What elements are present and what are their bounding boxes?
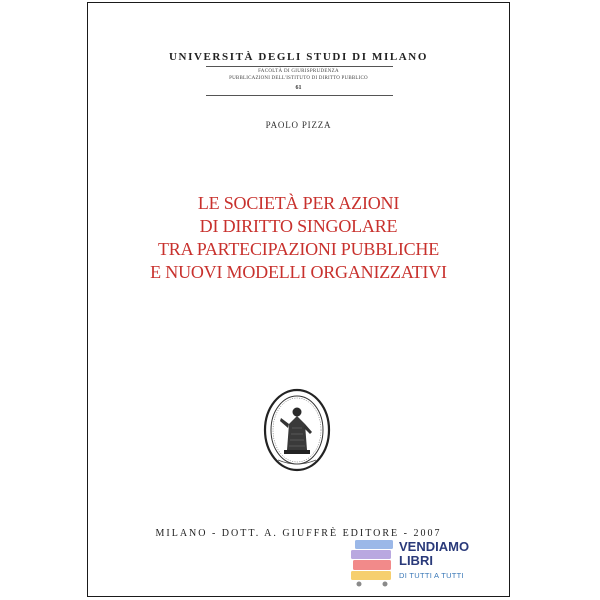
university-name: UNIVERSITÀ DEGLI STUDI DI MILANO: [168, 51, 429, 63]
title-line-1: LE SOCIETÀ PER AZIONI: [197, 193, 400, 213]
volume-number: 61: [295, 85, 302, 91]
series-name: PUBBLICAZIONI DELL'ISTITUTO DI DIRITTO PUBBLICO: [229, 76, 368, 81]
faculty-name: FACOLTÀ DI GIURISPRUDENZA: [258, 69, 339, 74]
title-line-3: TRA PARTECIPAZIONI PUBBLICHE: [157, 239, 440, 259]
vendiamo-libri-watermark: [349, 538, 499, 588]
watermark-brand-line-2: LIBRI: [399, 553, 433, 568]
title-line-2: DI DIRITTO SINGOLARE: [199, 216, 398, 236]
book-cover: [87, 2, 510, 597]
header-rule-bottom: [206, 95, 393, 96]
watermark-tagline: DI TUTTI A TUTTI: [399, 571, 464, 580]
header-rule-top: [206, 66, 393, 67]
books-stack-icon: [349, 538, 395, 588]
watermark-brand: [399, 540, 469, 568]
university-seal-icon: [262, 388, 332, 472]
author-name: PAOLO PIZZA: [265, 120, 332, 130]
book-title: [88, 192, 509, 284]
title-line-4: E NUOVI MODELLI ORGANIZZATIVI: [150, 262, 447, 282]
watermark-brand-line-1: VENDIAMO: [399, 539, 470, 554]
publisher-line: MILANO - DOTT. A. GIUFFRÈ EDITORE - 2007: [155, 528, 442, 539]
